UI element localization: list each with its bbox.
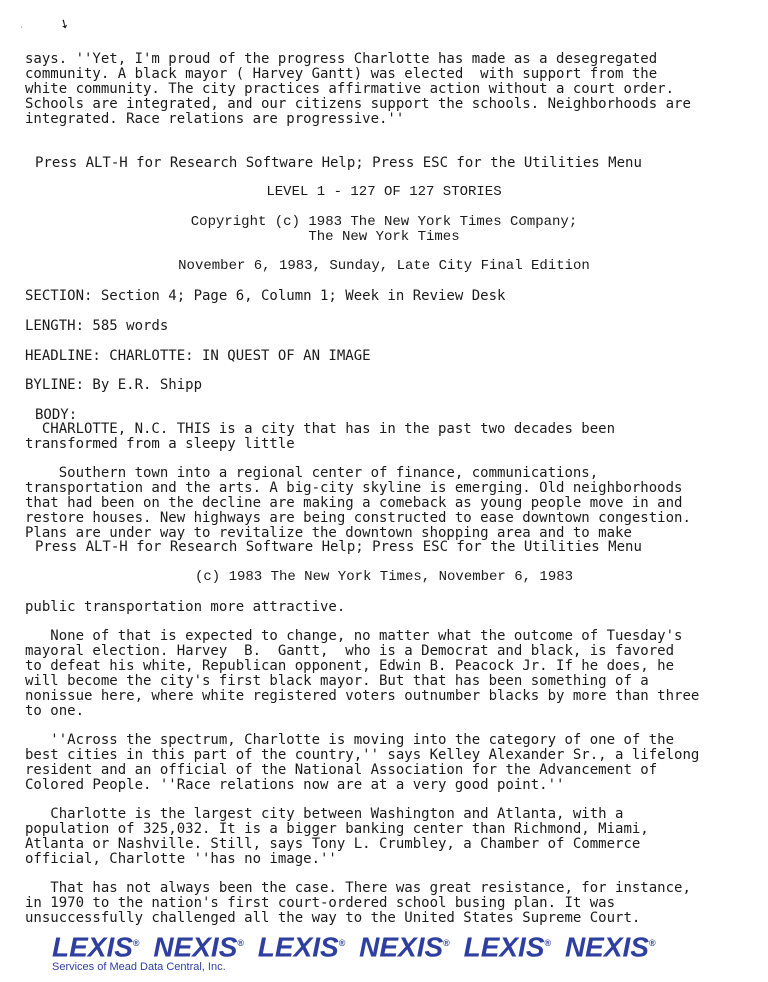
- pen-mark-icon: ➘: [55, 16, 72, 35]
- copyright-line: Copyright (c) 1983 The New York Times Company; The New York Times: [190, 214, 578, 245]
- banner-word: LEXIS: [463, 931, 545, 963]
- banner-word: NEXIS: [564, 931, 649, 963]
- body-paragraph-6: Charlotte is the largest city between Washington and Atlanta, with a population of 325,032. It is a bigger banking center than Richmond, Miami, Atlanta or Nashville. Still, says Tony L. Crumbley, a Chamber of Commerce official, Charlotte ''has no image.'': [25, 806, 649, 867]
- level-line: LEVEL 1 - 127 OF 127 STORIES: [266, 184, 502, 200]
- registered-mark: ®: [544, 938, 552, 948]
- intro-paragraph: says. ''Yet, I'm proud of the progress Charlotte has made as a desegregated community. A black mayor ( Harvey Gantt) was elected with support from the white community. The city practices affirmative action without a court order. Schools are integrated, and our citizens support the schools. Neighborhoods are integrated. Race relations are progressive.'': [25, 51, 691, 127]
- headline-line: HEADLINE: CHARLOTTE: IN QUEST OF AN IMAGE: [25, 348, 371, 364]
- scan-speck: ·: [20, 24, 24, 31]
- registered-mark: ®: [648, 938, 656, 948]
- banner-word: NEXIS: [359, 931, 444, 963]
- help-line-bottom: Press ALT-H for Research Software Help; Press ESC for the Utilities Menu: [35, 539, 642, 555]
- body-paragraph-2: Southern town into a regional center of finance, communications, transportation and the arts. A big-city skyline is emerging. Old neighborhoods that had been on the decline are making a comeback as young people move in and restore houses. New highways are being constructed to ease downtown congestion. Plans are under way to revitalize the downtown shopping area and to make: [25, 465, 691, 541]
- body-label: BODY:: [35, 407, 78, 423]
- body-paragraph-7: That has not always been the case. There was great resistance, for instance, in 1970 to the nation's first court-ordered school busing plan. It was unsuccessfully challenged all the way to the United States Supreme Court.: [25, 880, 691, 926]
- registered-mark: ®: [443, 938, 450, 948]
- help-line-top: Press ALT-H for Research Software Help; Press ESC for the Utilities Menu: [35, 155, 642, 171]
- body-paragraph-4: None of that is expected to change, no matter what the outcome of Tuesday's mayoral election. Harvey B. Gantt, who is a Democrat and black, is favored to defeat his white, Republican opponent, Edwin B. Peacock Jr. If he does, he will become the city's first black mayor. But that has been something of a nonissue here, where white registered voters outnumber blacks by more than three to one.: [25, 628, 700, 719]
- date-line: November 6, 1983, Sunday, Late City Final Edition: [178, 258, 590, 274]
- banner-word: LEXIS: [52, 931, 133, 963]
- footer-copyright: (c) 1983 The New York Times, November 6, 1983: [194, 569, 574, 585]
- body-paragraph-3: public transportation more attractive.: [25, 599, 346, 615]
- length-line: LENGTH: 585 words: [25, 318, 169, 334]
- services-tagline: Services of Mead Data Central, Inc.: [52, 961, 226, 973]
- banner-word: NEXIS: [153, 931, 238, 963]
- body-paragraph-1: CHARLOTTE, N.C. THIS is a city that has in the past two decades been transformed from a sleepy little: [25, 421, 616, 452]
- section-line: SECTION: Section 4; Page 6, Column 1; Week in Review Desk: [25, 288, 506, 304]
- body-paragraph-5: ''Across the spectrum, Charlotte is moving into the category of one of the best cities in this part of the country,'' says Kelley Alexander Sr., a lifelong resident and an official of the National Association for the Advancement of Colored People. ''Race relations now are at a very good point.'': [25, 732, 700, 793]
- registered-mark: ®: [132, 938, 140, 948]
- lexis-nexis-banner: [52, 928, 662, 962]
- registered-mark: ®: [237, 938, 245, 948]
- byline-line: BYLINE: By E.R. Shipp: [25, 377, 203, 393]
- banner-word: LEXIS: [257, 931, 339, 963]
- registered-mark: ®: [338, 938, 346, 948]
